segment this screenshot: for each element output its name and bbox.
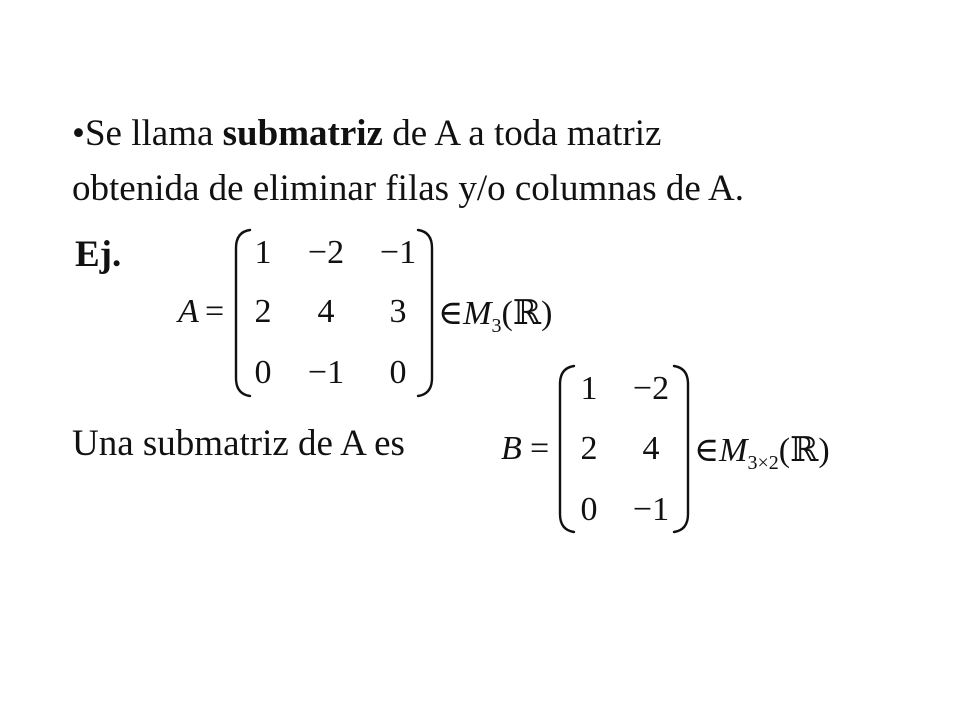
- definition-text-start: Se llama: [84, 113, 223, 154]
- real-field: (ℝ): [778, 432, 830, 469]
- matrix-a-entry: −1: [307, 354, 345, 391]
- definition-line-2: obtenida de eliminar filas y/o columnas de A.: [72, 168, 744, 209]
- bold-term-submatriz: submatriz: [222, 113, 383, 154]
- matrix-a-entry: 3: [389, 293, 407, 330]
- matrix-a-entry: 0: [389, 354, 407, 391]
- real-field: (ℝ): [501, 295, 553, 332]
- matrix-space-subscript: 3: [491, 315, 502, 337]
- matrix-b-membership: [694, 430, 830, 475]
- definition-line-1: [72, 115, 661, 152]
- matrix-space-m: M: [463, 295, 492, 332]
- matrix-a-entry: 4: [317, 293, 335, 330]
- bullet: •: [72, 113, 85, 154]
- matrix-a-entry: 2: [254, 293, 272, 330]
- matrix-b-entry: 0: [580, 491, 598, 528]
- matrix-a-equals: =: [205, 293, 225, 330]
- matrix-b-equals: =: [530, 430, 550, 467]
- matrix-b-entry: −2: [632, 370, 670, 407]
- matrix-a-name: A: [178, 293, 199, 330]
- element-of-symbol: ∈: [694, 432, 720, 469]
- matrix-b-entry: 4: [642, 430, 660, 467]
- matrix-b-entry: 2: [580, 430, 598, 467]
- matrix-a-entry: −1: [379, 234, 417, 271]
- matrix-a-entry: −2: [307, 234, 345, 271]
- matrix-a-membership: [438, 293, 552, 338]
- definition-text-end: de A a toda matriz: [382, 113, 662, 154]
- element-of-symbol: ∈: [438, 295, 464, 332]
- example-label: Ej.: [75, 234, 122, 275]
- submatrix-intro: Una submatriz de A es: [72, 423, 405, 464]
- matrix-a-entry: 1: [254, 234, 272, 271]
- matrix-space-subscript: 3×2: [747, 452, 779, 474]
- matrix-b-entry: 1: [580, 370, 598, 407]
- matrix-b-name: B: [501, 430, 522, 467]
- matrix-b-entry: −1: [632, 491, 670, 528]
- matrix-a-entry: 0: [254, 354, 272, 391]
- matrix-space-m: M: [719, 432, 748, 469]
